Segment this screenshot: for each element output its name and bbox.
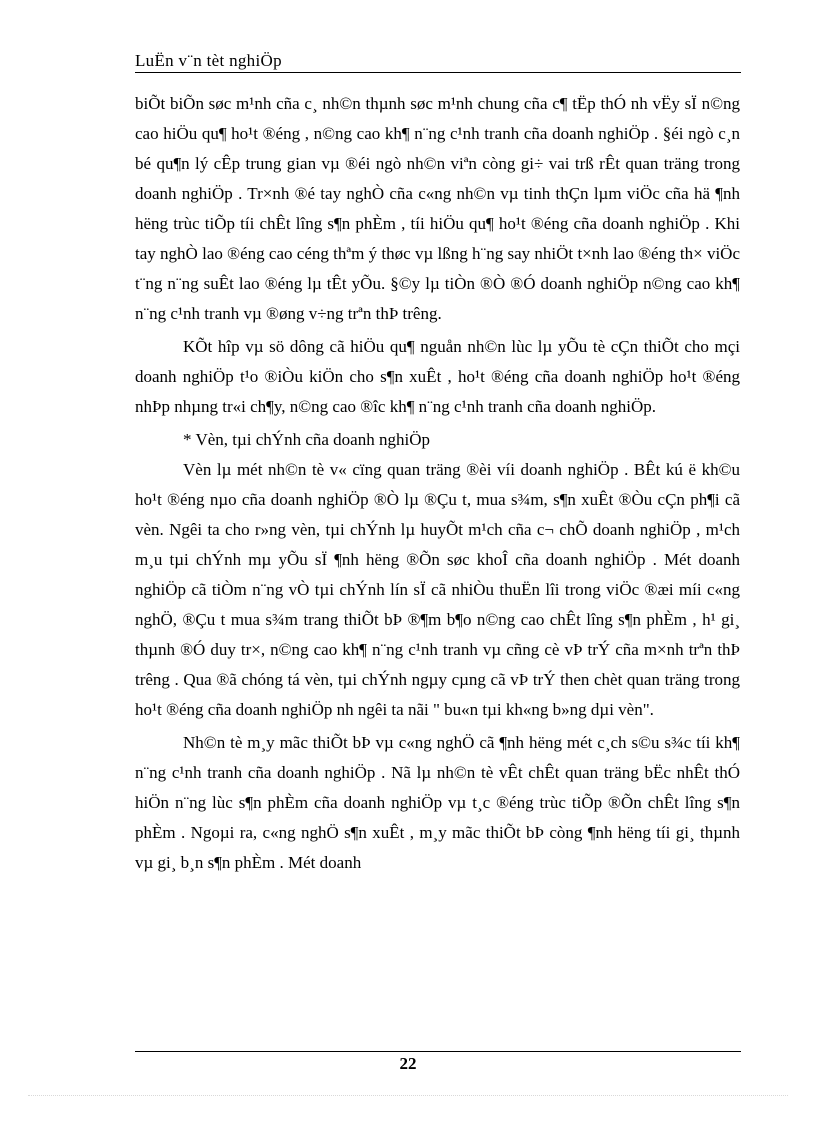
paragraph-human-resources: KÕt hîp vµ sö dông cã hiÖu qu¶ nguån nh©n lùc lµ yÕu tè cÇn thiÕt cho mçi doanh nghiÖp t¹o ®iÒu kiÖn cho s¶n xuÊt , ho¹t ®éng cña doanh nghiÖp ho¹t ®éng nhÞp nhµng tr«i ch¶y, n©ng cao ®îc kh¶ n¨ng c¹nh tranh cña doanh nghiÖp. xyxy=(135,337,740,416)
paragraph-workforce-continued: biÕt biÕn søc m¹nh cña c¸ nh©n thµnh søc m¹nh chung cña c¶ tËp thÓ nh vËy sÏ n©ng cao hiÖu qu¶ ho¹t ®éng , n©ng cao kh¶ n¨ng c¹nh tranh cña doanh nghiÖp . §éi ngò c¸n bé qu¶n lý cÊp trung gian vµ ®éi ngò nh©n viªn còng gi÷ vai trß rÊt quan träng trong doanh nghiÖp . Tr×nh ®é tay nghÒ cña c«ng nh©n vµ tinh thÇn lµm viÖc cña hä ¶nh hëng trùc tiÕp tíi chÊt lîng s¶n phÈm , tíi hiÖu qu¶ ho¹t ®éng cña doanh nghiÖp . Khi tay nghÒ lao ®éng cao céng thªm ý thøc vµ lßng h¨ng say nhiÖt t×nh lao ®éng th× viÖc t¨ng n¨ng suÊt lao ®éng lµ tÊt yÕu. §©y lµ tiÒn ®Ò ®Ó doanh nghiÖp n©ng cao kh¶ n¨ng c¹nh tranh vµ ®øng v÷ng trªn thÞ trêng. xyxy=(135,94,740,323)
footer-divider xyxy=(135,1051,741,1052)
running-header: LuËn v¨n tèt nghiÖp xyxy=(135,51,282,70)
header-divider xyxy=(135,72,741,73)
paragraph-machinery-technology: Nh©n tè m¸y mãc thiÕt bÞ vµ c«ng nghÖ cã ¶nh hëng mét c¸ch s©u s¾c tíi kh¶ n¨ng c¹nh tranh cña doanh nghiÖp . Nã lµ nh©n tè vÊt chÊt quan träng bËc nhÊt thÓ hiÖn n¨ng lùc s¶n phÈm cña doanh nghiÖp vµ t¸c ®éng trùc tiÕp ®Õn chÊt lîng s¶n phÈm . Ngoµi ra, c«ng nghÖ s¶n xuÊt , m¸y mãc thiÕt bÞ còng ¶nh hëng tíi gi¸ thµnh vµ gi¸ b¸n s¶n phÈm . Mét doanh xyxy=(135,733,740,872)
page-number: 22 xyxy=(399,1054,417,1073)
section-heading-capital-finance: * Vèn, tµi chÝnh cña doanh nghiÖp xyxy=(183,430,430,449)
page-bottom-edge xyxy=(28,1095,788,1096)
paragraph-capital-finance: Vèn lµ mét nh©n tè v« cïng quan träng ®èi víi doanh nghiÖp . BÊt kú ë kh©u ho¹t ®éng nµo cña doanh nghiÖp ®Ò lµ ®Çu t, mua s¾m, s¶n xuÊt ®Òu cÇn ph¶i cã vèn. Ngêi ta cho r»ng vèn, tµi chÝnh lµ huyÕt m¹ch cña c¬ chÕ doanh nghiÖp , m¹ch m¸u tµi chÝnh mµ yÕu sÏ ¶nh hëng ®Õn søc khoÎ cña doanh nghiÖp . Mét doanh nghiÖp cã tiÒm n¨ng vÒ tµi chÝnh lín sÏ cã nhiÒu thuËn lîi trong viÖc ®æi míi c«ng nghÖ, ®Çu t mua s¾m trang thiÕt bÞ ®¶m b¶o n©ng cao chÊt lîng s¶n phÈm , h¹ gi¸ thµnh ®Ó duy tr×, n©ng cao kh¶ n¨ng c¹nh tranh vµ cñng cè vÞ trÝ cña m×nh trªn thÞ trêng . Qua ®ã chóng tá vèn, tµi chÝnh ngµy cµng cã vÞ trÝ then chèt quan träng trong ho¹t ®éng cña doanh nghiÖp nh ngêi ta nãi " bu«n tµi kh«ng b»ng dµi vèn". xyxy=(135,460,740,719)
page-body xyxy=(135,89,740,878)
